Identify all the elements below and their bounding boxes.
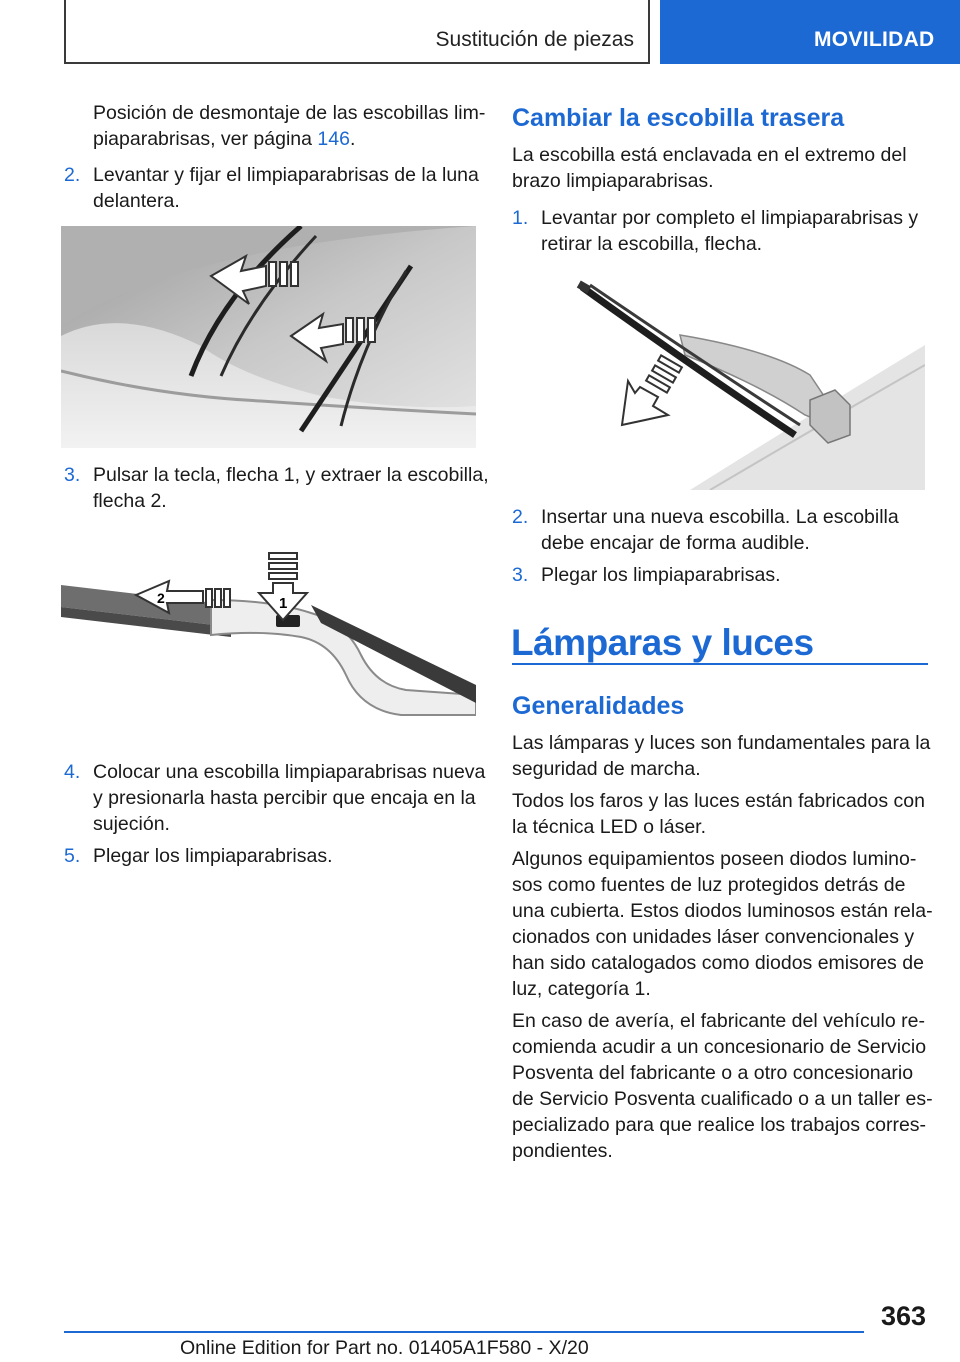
- header-section-title: Sustitución de piezas: [435, 28, 634, 51]
- intro-line-1: Posición de desmontaje de las escobillas lim-: [93, 102, 486, 124]
- step-text: Levantar y fijar el limpiaparabrisas de la luna delantera.: [93, 164, 479, 212]
- step-number: 3.: [64, 464, 81, 486]
- page-link-146[interactable]: 146: [317, 128, 350, 150]
- step-number: 2.: [64, 164, 81, 186]
- arrow-label-1: 1: [279, 595, 288, 612]
- step-number: 5.: [64, 845, 81, 867]
- step-number: 3.: [512, 564, 529, 586]
- arrow-label-2: 2: [157, 590, 165, 606]
- header-chapter-tab[interactable]: [660, 0, 960, 64]
- figure-blade-release: [61, 545, 476, 745]
- header-section-box: [64, 0, 650, 64]
- step-text: Plegar los limpiaparabrisas.: [93, 845, 333, 867]
- rear-intro-paragraph: La escobilla está enclavada en el extremo del brazo limpiaparabrisas.: [512, 144, 907, 192]
- intro-paragraph: [93, 100, 485, 152]
- figure-front-wipers: [61, 226, 476, 448]
- page-number: 363: [880, 1301, 926, 1331]
- general-paragraph-4: En caso de avería, el fabricante del vehículo re- comienda acudir a un concesionario de Servicio Posventa del fabricante o a otro concesionario de Servicio Posventa cualificado o a un taller es- pecializado para que realice los trabajos corres- pondientes.: [512, 1010, 933, 1162]
- heading-underline: [512, 663, 928, 665]
- heading-lamps: Lámparas y luces: [511, 622, 814, 663]
- footer-edition: Online Edition for Part no. 01405A1F580 - X/20: [180, 1337, 589, 1359]
- step-text: Pulsar la tecla, flecha 1, y extraer la escobilla, flecha 2.: [93, 464, 489, 512]
- step-number: 1.: [512, 207, 529, 229]
- figure-rear-wiper: [510, 275, 925, 490]
- header-chapter-title: MOVILIDAD: [814, 28, 935, 51]
- step-text: Plegar los limpiaparabrisas.: [541, 564, 781, 586]
- heading-general: Generalidades: [512, 692, 685, 720]
- step-number: 4.: [64, 761, 81, 783]
- step-text: Insertar una nueva escobilla. La escobilla debe encajar de forma audible.: [541, 506, 899, 554]
- general-paragraph-3: Algunos equipamientos poseen diodos lumino- sos como fuentes de luz protegidos detrás de una cubierta. Estos diodos luminosos están rela- cionados con unidades láser convencionales y han sido catalogados como diodos emisores de luz, categoría 1.: [512, 848, 933, 1000]
- general-paragraph-2: Todos los faros y las luces están fabricados con la técnica LED o láser.: [512, 790, 925, 838]
- step-number: 2.: [512, 506, 529, 528]
- step-text: Colocar una escobilla limpiaparabrisas nueva y presionarla hasta percibir que encaja en la sujeción.: [93, 761, 486, 835]
- heading-rear-wiper: Cambiar la escobilla trasera: [512, 104, 845, 132]
- intro-line-2: piaparabrisas, ver página 146.: [93, 128, 356, 150]
- general-paragraph-1: Las lámparas y luces son fundamentales para la seguridad de marcha.: [512, 732, 931, 780]
- footer-rule: [64, 1331, 864, 1333]
- step-text: Levantar por completo el limpiaparabrisas y retirar la escobilla, flecha.: [541, 207, 919, 255]
